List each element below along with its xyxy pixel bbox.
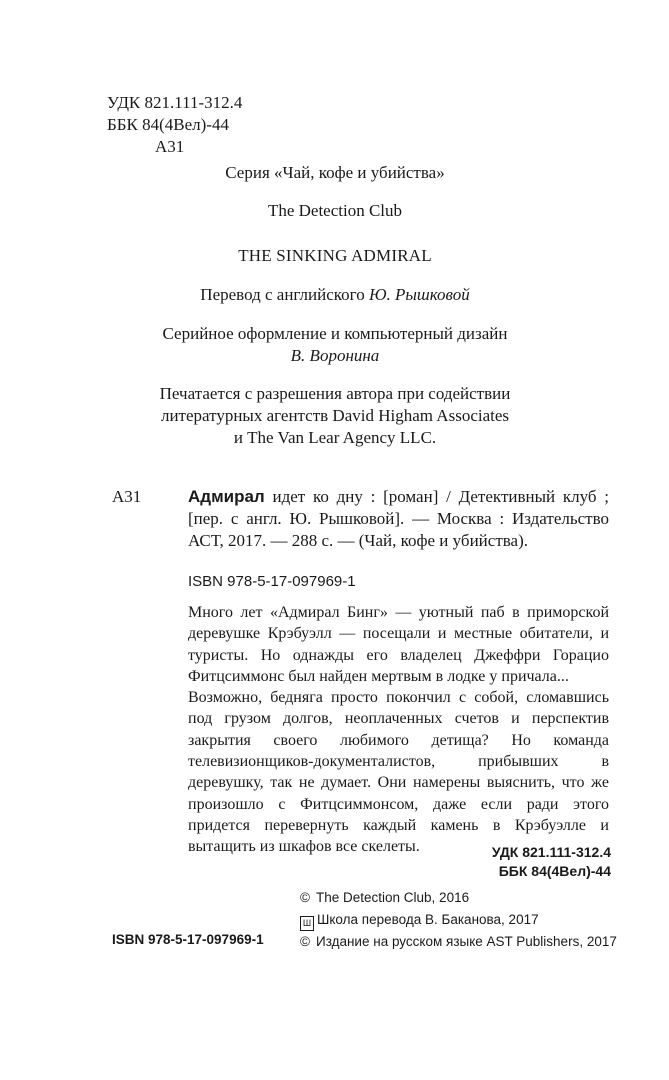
designer-name: В. Воронина bbox=[290, 346, 380, 365]
bibliographic-record bbox=[188, 486, 609, 552]
translation-prefix: Перевод с английского bbox=[200, 285, 369, 304]
bib-text: идет ко дну : [роман] / Детективный клуб ; [пер. с англ. Ю. Рышковой]. — Москва : Издательство АСТ, 2017. — 288 с. — (Чай, кофе и убийства). bbox=[188, 487, 609, 550]
bbk-code: ББК 84(4Вел)-44 bbox=[107, 115, 229, 134]
series-line: Серия «Чай, кофе и убийства» bbox=[225, 163, 445, 182]
translator-name: Ю. Рышковой bbox=[368, 285, 470, 304]
permission-notice bbox=[100, 383, 570, 449]
permission-line-1: Печатается с разрешения автора при содействии bbox=[159, 384, 511, 403]
copyright-line-3: © Издание на русском языке AST Publishers, 2017 bbox=[300, 931, 617, 953]
udk-code: УДК 821.111-312.4 bbox=[107, 93, 243, 112]
classification-codes bbox=[107, 92, 242, 158]
copyright-icon: © bbox=[300, 934, 310, 949]
original-title: THE SINKING ADMIRAL bbox=[238, 246, 432, 265]
translation-credit bbox=[100, 285, 570, 305]
footer-isbn: ISBN 978-5-17-097969-1 bbox=[112, 932, 264, 947]
design-credit bbox=[100, 323, 570, 367]
annotation-paragraph-2: Возможно, бедняга просто покончил с собой, сломавшись под грузом долгов, неоплаченных счетов и перспектив закрытия своего любимого детища? Но команда телевизионщиков-документалистов, прибывших в деревушку, так не думает. Они намерены выяснить, что же произошло с Фитцсиммонсом, даже если ради этого придется перевернуть каждый камень в Крэбуэлле и вытащить из шкафов все скелеты. bbox=[188, 689, 609, 856]
footer-codes bbox=[492, 843, 611, 881]
bib-title-bold: Адмирал bbox=[188, 487, 265, 506]
permission-line-3: и The Van Lear Agency LLC. bbox=[233, 428, 437, 447]
club-name: The Detection Club bbox=[267, 201, 403, 220]
permission-line-2: литературных агентств David Higham Associates bbox=[160, 406, 510, 425]
school-logo-icon: Ш bbox=[300, 916, 314, 931]
copyright-line-2: Ш Школа перевода В. Баканова, 2017 bbox=[300, 909, 617, 931]
annotation bbox=[188, 602, 609, 858]
copyright-line-1: © The Detection Club, 2016 bbox=[300, 887, 617, 909]
bib-author-code: А31 bbox=[112, 487, 142, 506]
bib-isbn: ISBN 978-5-17-097969-1 bbox=[188, 573, 356, 590]
copyright-icon: © bbox=[300, 890, 310, 905]
footer-udk: УДК 821.111-312.4 bbox=[491, 844, 611, 860]
annotation-paragraph-1: Много лет «Адмирал Бинг» — уютный паб в приморской деревушке Крэбуэлл — посещали и местные обитатели, и туристы. Но однажды его владелец Джеффри Горацио Фитцсиммонс был найден мертвым в лодке у причала... bbox=[188, 604, 609, 685]
design-line: Серийное оформление и компьютерный дизайн bbox=[162, 324, 508, 343]
copyright-block bbox=[300, 887, 617, 953]
footer-bbk: ББК 84(4Вел)-44 bbox=[498, 863, 611, 879]
author-code: А31 bbox=[155, 137, 185, 156]
